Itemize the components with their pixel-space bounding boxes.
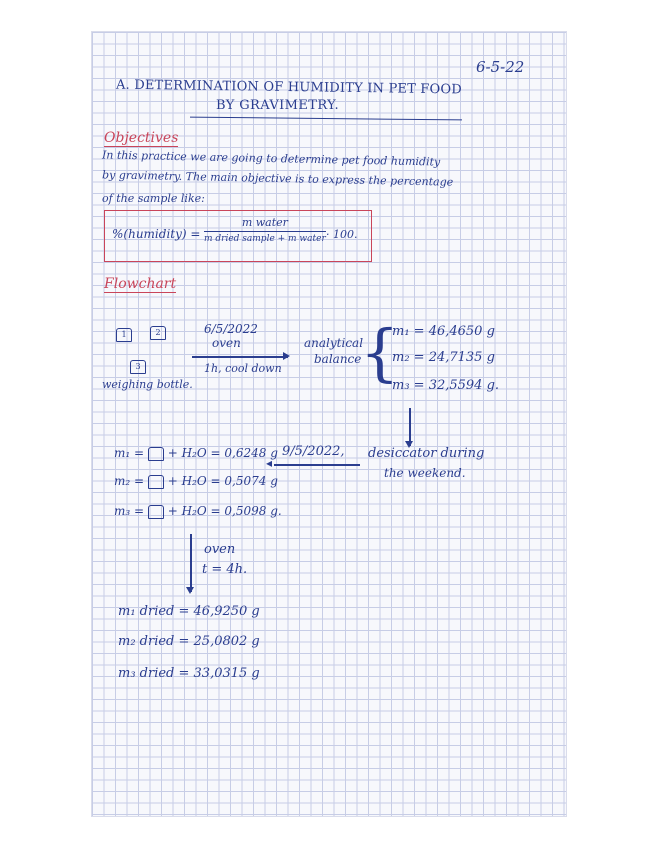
sample-m3-suffix: + H₂O = 0,5098 g. — [167, 504, 282, 518]
bottle-1-mini-icon — [148, 447, 164, 461]
sample-m1 — [114, 446, 278, 461]
desiccator-date: 9/5/2022, — [282, 444, 345, 459]
desiccator-arrow-line — [274, 464, 360, 466]
step1-action: oven — [212, 336, 241, 350]
objectives-line-1: In this practice we are going to determine pet food humidity — [101, 148, 441, 169]
date: 6-5-22 — [476, 58, 525, 76]
balance-label-2: balance — [314, 352, 362, 366]
formula-fraction — [204, 216, 326, 244]
formula-numerator: m water — [204, 216, 326, 232]
bottle-2-label: 2 — [150, 326, 166, 340]
sample-m1-suffix: + H₂O = 0,6248 g — [167, 446, 278, 460]
formula-rhs: · 100. — [326, 228, 358, 241]
mass-m3: m₃ = 32,5594 g. — [392, 378, 500, 393]
step1-arrow — [192, 356, 288, 358]
sample-m3 — [114, 504, 282, 519]
objectives-heading: Objectives — [104, 130, 179, 146]
title-underline — [190, 117, 462, 121]
sample-m3-prefix: m₃ = — [114, 504, 145, 518]
dried-m3: m₃ dried = 33,0315 g — [118, 666, 260, 681]
oven2-label: oven — [204, 542, 236, 557]
weighing-bottle-label: weighing bottle. — [102, 378, 193, 391]
dried-m1: m₁ dried = 46,9250 g — [118, 604, 260, 619]
page-subtitle: BY GRAVIMETRY. — [216, 98, 339, 113]
bottle-3-icon — [130, 356, 146, 375]
oven-arrow — [190, 534, 192, 592]
bottle-2-mini-icon — [148, 475, 164, 489]
sample-m2 — [114, 474, 278, 489]
dried-m2: m₂ dried = 25,0802 g — [118, 634, 260, 649]
mass-m2: m₂ = 24,7135 g — [392, 350, 495, 365]
balance-brace: { — [360, 316, 400, 389]
bottle-2-icon — [150, 322, 166, 341]
desiccator-note-2: the weekend. — [384, 466, 466, 480]
bottle-3-mini-icon — [148, 505, 164, 519]
objectives-line-3: of the sample like: — [102, 192, 205, 205]
balance-label-1: analytical — [304, 336, 364, 350]
sample-m1-prefix: m₁ = — [114, 446, 145, 460]
notebook-page — [92, 32, 566, 816]
bottle-1-icon — [116, 324, 132, 343]
flowchart-heading: Flowchart — [104, 276, 177, 292]
oven2-time: t = 4h. — [202, 562, 248, 577]
step1-date: 6/5/2022 — [204, 322, 258, 336]
mass-m1: m₁ = 46,4650 g — [392, 324, 495, 339]
desiccator-arrow-head: ◂ — [266, 456, 273, 470]
desiccator-note-1: desiccator during — [368, 446, 485, 461]
desiccator-arrow — [409, 408, 411, 446]
formula-denominator: m dried sample + m water — [204, 234, 326, 244]
bottle-1-label: 1 — [116, 328, 132, 342]
formula-fraction-body — [204, 216, 326, 244]
objectives-line-2: by gravimetry. The main objective is to express the percentage — [101, 168, 454, 189]
bottle-3-label: 3 — [130, 360, 146, 374]
sample-m2-prefix: m₂ = — [114, 474, 145, 488]
step1-detail: 1h, cool down — [204, 362, 282, 375]
sample-m2-suffix: + H₂O = 0,5074 g — [167, 474, 278, 488]
formula-lhs: %(humidity) = — [112, 227, 201, 241]
page-title: A. DETERMINATION OF HUMIDITY IN PET FOOD — [115, 77, 463, 98]
